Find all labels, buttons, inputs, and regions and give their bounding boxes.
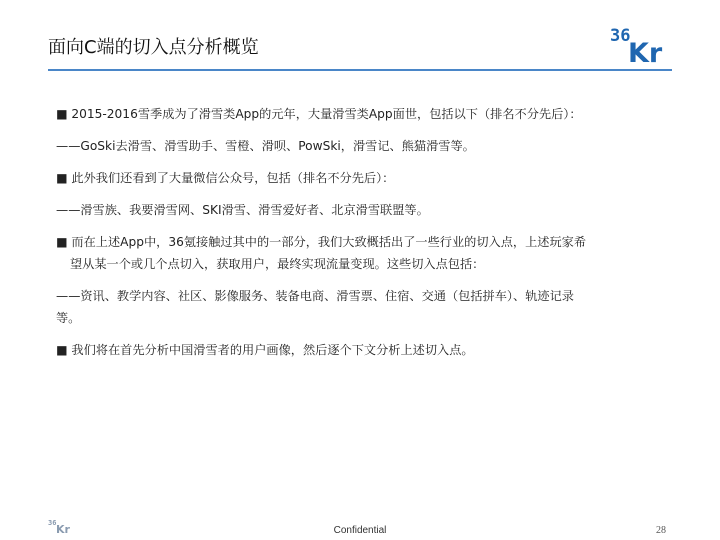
page-number: 28 [656,525,666,536]
logo-letters: Kr [628,38,663,64]
bullet-paragraph-entry-points-cont: 望从某一个或几个点切入，获取用户，最终实现流量变现。这些切入点包括： [70,257,485,271]
dash-list-apps: ——GoSki去滑雪、滑雪助手、雪橙、滑呗、PowSki，滑雪记、熊猫滑雪等。 [56,139,475,153]
dash-list-entry-points-cont: 等。 [56,311,81,325]
content-body [56,103,668,361]
dash-list-entry-points: ——资讯、教学内容、社区、影像服务、装备电商、滑雪票、住宿、交通（包括拼车）、轨迹记录 [56,289,574,303]
bullet-paragraph-apps: ■ 2015-2016雪季成为了滑雪类App的元年，大量滑雪类App面世，包括以下（排名不分先后）： [56,107,582,121]
footer-confidential: Confidential [333,525,387,536]
bullet-paragraph-entry-points: ■ 而在上述App中，36氪接触过其中的一部分，我们大致概括出了一些行业的切入点，上述玩家希 [56,235,587,249]
footer-logo-number: 36 [48,519,57,527]
footer-logo-letters: Kr [56,523,70,534]
bullet-paragraph-wechat: ■ 此外我们还看到了大量微信公众号，包括（排名不分先后）： [56,171,395,185]
bullet-paragraph-next-steps: ■ 我们将在首先分析中国滑雪者的用户画像，然后逐个下文分析上述切入点。 [56,343,474,357]
logo-number: 36 [610,26,631,46]
page-title: 面向C端的切入点分析概览 [48,37,259,58]
title-divider [48,69,672,71]
dash-list-wechat: ——滑雪族、我要滑雪网、SKI滑雪、滑雪爱好者、北京滑雪联盟等。 [56,203,429,217]
36kr-logo [608,24,674,64]
